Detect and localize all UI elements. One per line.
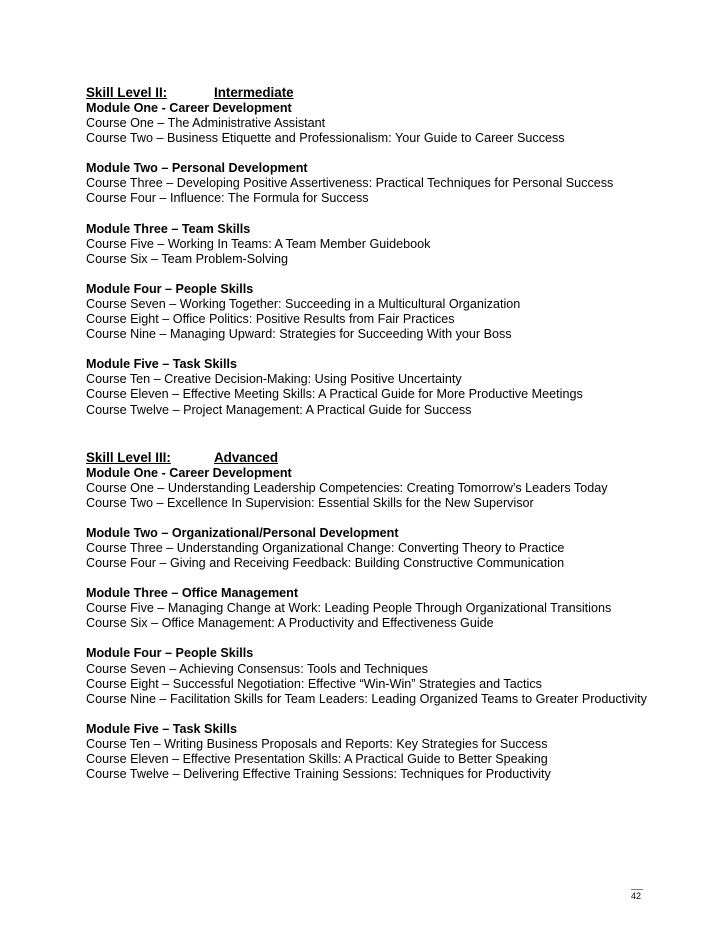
- module-title: Module One - Career Development: [86, 465, 292, 480]
- module-block: [86, 101, 656, 146]
- module-title: Module Four – People Skills: [86, 281, 254, 296]
- module-block: [86, 646, 656, 706]
- skill-level-heading: [86, 449, 656, 466]
- course-line: Course Ten – Creative Decision-Making: Using Positive Uncertainty: [86, 372, 462, 387]
- course-line: Course Seven – Working Together: Succeeding in a Multicultural Organization: [86, 296, 521, 311]
- module-title: Module Four – People Skills: [86, 646, 254, 661]
- skill-level-section: [86, 84, 656, 418]
- course-line: Course Three – Developing Positive Assertiveness: Practical Techniques for Personal Success: [86, 176, 614, 191]
- skill-level-label: Skill Level II:: [86, 85, 168, 100]
- module-block: [86, 586, 656, 631]
- course-line: Course Four – Influence: The Formula for Success: [86, 191, 369, 206]
- course-line: Course Three – Understanding Organizational Change: Converting Theory to Practice: [86, 540, 565, 555]
- course-line: Course Eleven – Effective Meeting Skills: A Practical Guide for More Productive Meetings: [86, 387, 583, 402]
- course-line: Course One – Understanding Leadership Competencies: Creating Tomorrow’s Leaders Today: [86, 480, 608, 495]
- course-line: Course Two – Excellence In Supervision: Essential Skills for the New Supervisor: [86, 495, 534, 510]
- course-line: Course Five – Working In Teams: A Team Member Guidebook: [86, 236, 431, 251]
- course-line: Course Eight – Successful Negotiation: Effective “Win-Win” Strategies and Tactics: [86, 676, 542, 691]
- module-title: Module Three – Team Skills: [86, 221, 251, 236]
- course-line: Course Ten – Writing Business Proposals and Reports: Key Strategies for Success: [86, 736, 548, 751]
- module-block: [86, 466, 656, 511]
- course-line: Course Five – Managing Change at Work: Leading People Through Organizational Transitions: [86, 601, 612, 616]
- course-line: Course Twelve – Delivering Effective Training Sessions: Techniques for Productivity: [86, 767, 551, 782]
- course-line: Course Twelve – Project Management: A Practical Guide for Success: [86, 402, 472, 417]
- course-line: Course Six – Office Management: A Productivity and Effectiveness Guide: [86, 616, 494, 631]
- module-block: [86, 222, 656, 267]
- course-line: Course Nine – Facilitation Skills for Team Leaders: Leading Organized Teams to Greater Productivity: [86, 691, 647, 706]
- course-line: Course Six – Team Problem-Solving: [86, 251, 289, 266]
- skill-level-name: Intermediate: [214, 85, 294, 100]
- module-title: Module One - Career Development: [86, 101, 292, 115]
- course-line: Course Eleven – Effective Presentation Skills: A Practical Guide to Better Speaking: [86, 752, 548, 766]
- module-title: Module Five – Task Skills: [86, 357, 237, 372]
- module-title: Module Three – Office Management: [86, 586, 299, 601]
- module-title: Module Two – Organizational/Personal Development: [86, 525, 399, 540]
- skill-level-section: [86, 449, 656, 783]
- module-block: [86, 722, 656, 782]
- course-line: Course Four – Giving and Receiving Feedback: Building Constructive Communication: [86, 556, 565, 571]
- course-line: Course Eight – Office Politics: Positive Results from Fair Practices: [86, 312, 455, 327]
- course-line: Course Two – Business Etiquette and Professionalism: Your Guide to Career Success: [86, 131, 565, 146]
- course-line: Course Nine – Managing Upward: Strategies for Succeeding With your Boss: [86, 327, 512, 342]
- module-title: Module Five – Task Skills: [86, 721, 237, 736]
- skill-level-label: Skill Level III:: [86, 449, 171, 465]
- skill-level-heading: [86, 84, 656, 101]
- course-line: Course Seven – Achieving Consensus: Tools and Techniques: [86, 661, 428, 676]
- module-block: [86, 357, 656, 417]
- module-block: [86, 526, 656, 571]
- course-line: Course One – The Administrative Assistant: [86, 116, 326, 131]
- module-title: Module Two – Personal Development: [86, 161, 308, 176]
- page-number: 42: [631, 891, 642, 901]
- module-block: [86, 282, 656, 342]
- module-block: [86, 161, 656, 206]
- document-content: [86, 84, 656, 782]
- skill-level-name: Advanced: [214, 449, 278, 465]
